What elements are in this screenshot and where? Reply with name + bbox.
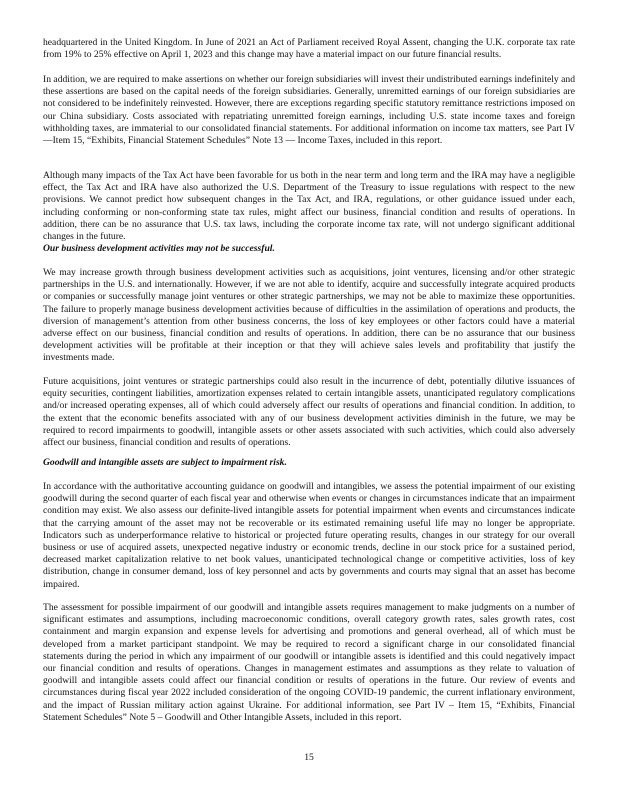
- heading-goodwill-impairment: Goodwill and intangible assets are subject to impairment risk.: [43, 457, 287, 468]
- paragraph-tax-act-ira: Although many impacts of the Tax Act have been favorable for us both in the near term and long term and the IRA may have a negligible effect, the Tax Act and IRA have also authorized the U.S. Department of the Treasury to issue regulations with respect to the new provisions. We cannot predict how subsequent changes in the Tax Act, and IRA, regulations, or other guidance issued under each, including conforming or non-conforming state tax rules, might affect our business, financial condition and results of operations. In addition, there can be no assurance that U.S. tax laws, including the corporate income tax rate, will not undergo significant additional changes in the future.: [43, 170, 575, 243]
- heading-business-development: Our business development activities may not be successful.: [43, 243, 275, 254]
- page-number: 15: [304, 752, 314, 763]
- paragraph-acquisitions-risks: Future acquisitions, joint ventures or strategic partnerships could also result in the incurrence of debt, potentially dilutive issuances of equity securities, contingent liabilities, amortization expenses related to certain intangible assets, unanticipated regulatory complications and/or increased operating expenses, all of which could adversely affect our results of operations and financial condition. In addition, to the extent that the economic benefits associated with any of our business development activities diminish in the future, we may be required to record impairments to goodwill, intangible assets or other assets associated with such activities, which could also adversely affect our business, financial condition and results of operations.: [43, 376, 575, 449]
- paragraph-foreign-subsidiaries: In addition, we are required to make assertions on whether our foreign subsidiaries will invest their undistributed earnings indefinitely and these assertions are based on the capital needs of the foreign subsidiaries. Generally, unremitted earnings of our foreign subsidiaries are not considered to be indefinitely reinvested. However, there are exceptions regarding specific statutory remittance restrictions imposed on our China subsidiary. Costs associated with repatriating unremitted foreign earnings, including U.S. state income taxes and foreign withholding taxes, are immaterial to our consolidated financial statements. For additional information on income tax matters, see Part IV—Item 15, “Exhibits, Financial Statement Schedules” Note 13 — Income Taxes, included in this report.: [43, 74, 575, 147]
- paragraph-business-development-growth: We may increase growth through business development activities such as acquisitions, joint ventures, licensing and/or other strategic partnerships in the U.S. and internationally. However, if we are not able to identify, acquire and successfully integrate acquired products or companies or successfully manage joint ventures or other strategic partnerships, we may not be able to maximize these opportunities. The failure to properly manage business development activities because of difficulties in the assimilation of operations and products, the diversion of management’s attention from other business concerns, the loss of key employees or other factors could have a material adverse effect on our business, financial condition and results of operations. In addition, there can be no assurance that our business development activities will be profitable at their inception or that they will achieve sales levels and profitability that justify the investments made.: [43, 267, 575, 364]
- paragraph-impairment-judgments: The assessment for possible impairment of our goodwill and intangible assets requires management to make judgments on a number of significant estimates and assumptions, including macroeconomic conditions, overall category growth rates, sales growth rates, cost containment and margin expansion and expense levels for advertising and promotions and general overhead, all of which must be developed from a market participant standpoint. We may be required to record a significant charge in our consolidated financial statements during the period in which any impairment of our goodwill or intangible assets is identified and this could negatively impact our financial condition and results of operations. Changes in management estimates and assumptions as they relate to valuation of goodwill and intangible assets could affect our financial condition or results of operations in the future. Our review of events and circumstances during fiscal year 2022 included consideration of the ongoing COVID-19 pandemic, the current inflationary environment, and the impact of Russian military action against Ukraine. For additional information, see Part IV – Item 15, “Exhibits, Financial Statement Schedules” Note 5 – Goodwill and Other Intangible Assets, included in this report.: [43, 602, 575, 723]
- paragraph-uk-tax-rate: headquartered in the United Kingdom. In June of 2021 an Act of Parliament received Royal Assent, changing the U.K. corporate tax rate from 19% to 25% effective on April 1, 2023 and this change may have a material impact on our future financial results.: [43, 37, 575, 61]
- paragraph-goodwill-assessment: In accordance with the authoritative accounting guidance on goodwill and intangibles, we assess the potential impairment of our existing goodwill during the second quarter of each fiscal year and otherwise when events or changes in circumstances indicate that an impairment condition may exist. We also assess our definite-lived intangible assets for potential impairment when events and circumstances indicate that the carrying amount of the asset may not be recoverable or its estimated remaining useful life may no longer be appropriate. Indicators such as underperformance relative to historical or projected future operating results, changes in our strategy for our overall business or use of acquired assets, unexpected negative industry or economic trends, decline in our stock price for a sustained period, decreased market capitalization relative to net book values, unanticipated technological change or competitive activities, loss of key distribution, change in consumer demand, loss of key personnel and acts by governments and courts may signal that an asset has become impaired.: [43, 481, 575, 590]
